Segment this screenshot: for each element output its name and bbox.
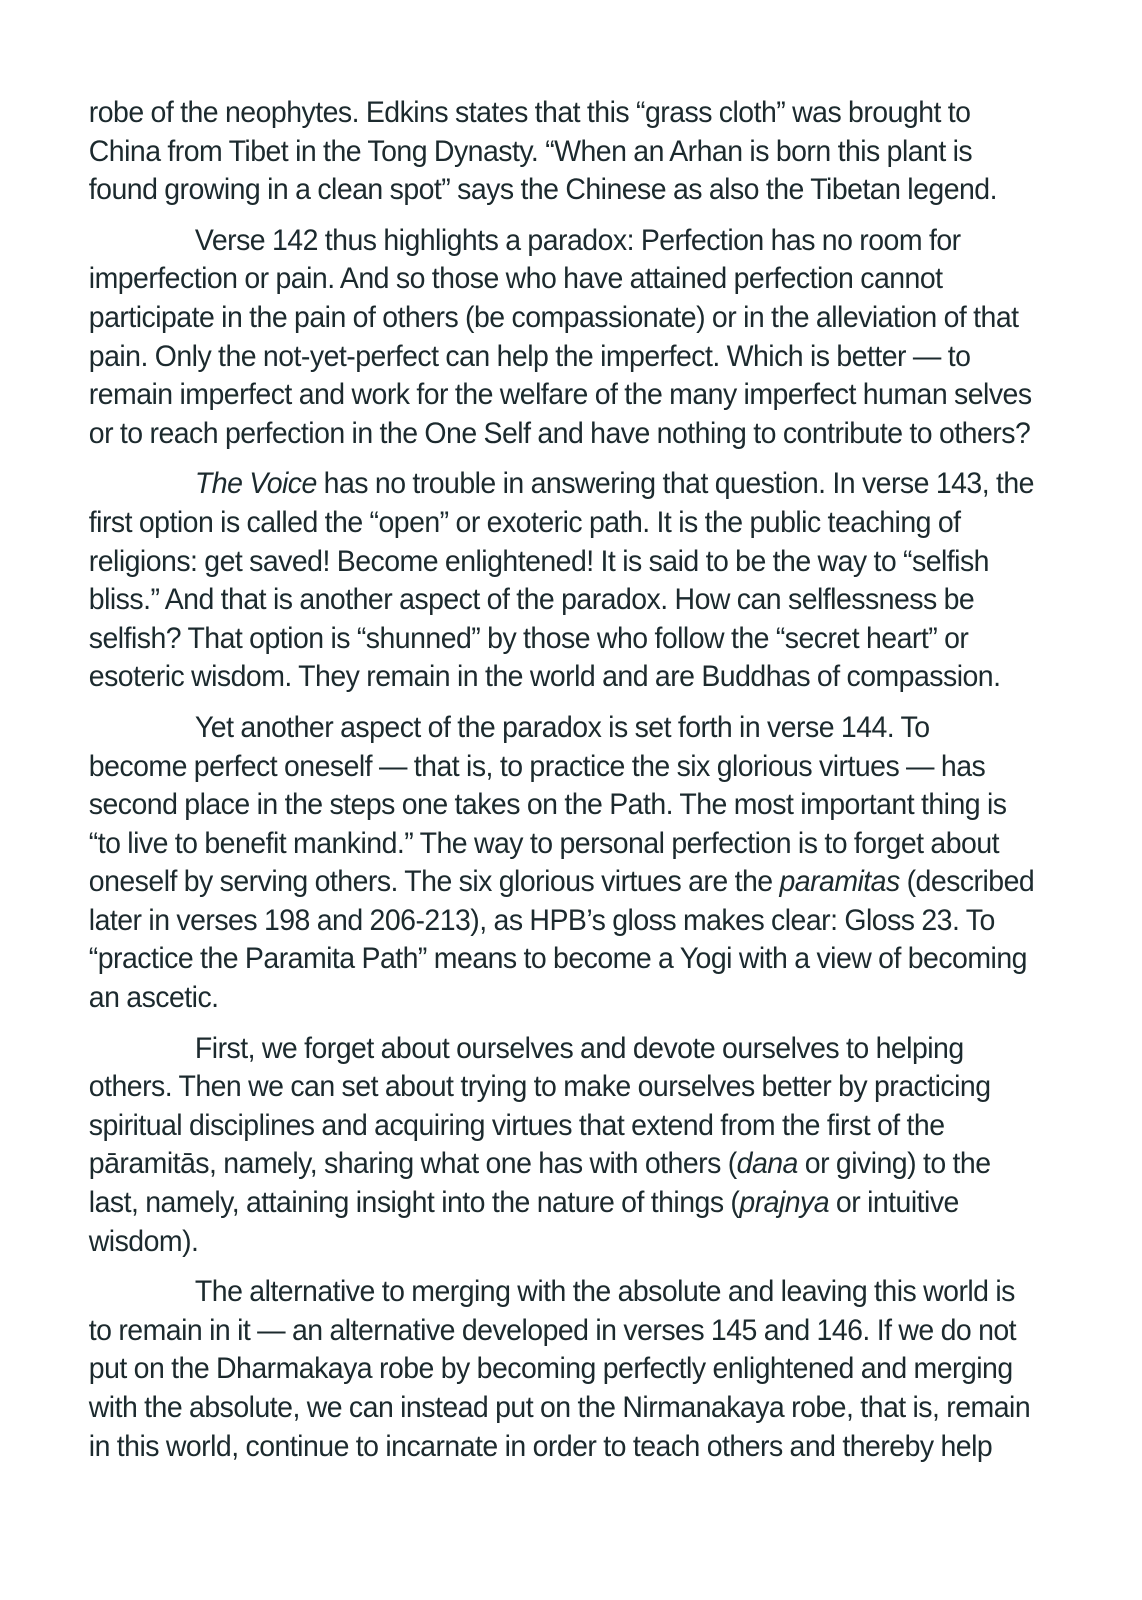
paragraph-3 [89,465,1035,697]
paragraph-4 [89,709,1035,1018]
italic-run: prajnya [739,1186,830,1220]
italic-run: The Voice [194,467,317,501]
text-run: The alternative to merging with the absolute and leaving this world is to remain in it — an alternative developed in verses 145 and 146. If we do not put on the Dharmakaya robe by becoming perfectly enlightened and merging with the absolute, we can instead put on the Nirmanakaya robe, that is, remain in this world, continue to incarnate in order to teach others and thereby help [88,1275,1031,1463]
paragraph-1 [89,94,1035,210]
text-run: or giving) to the last, namely, attaining insight into the nature of things ( [88,1147,991,1220]
text-run: Verse 142 thus highlights a paradox: Perfection has no room for imperfection or pain. And so those who have attained perfection cannot participate in the pain of others (be compassionate) or in the alleviation of that pain. Only the not-yet-perfect can help the imperfect. Which is better — to remain imperfect and work for the welfare of the many imperfect human selves or to reach perfection in the One Self and have nothing to contribute to others? [88,223,1032,450]
paragraph-5 [89,1030,1035,1262]
text-run: (described later in verses 198 and 206-213), as HPB’s gloss makes clear: Gloss 23. To “practice the Paramita Path” means to become a Yogi with a view of becoming an ascetic. [88,865,1035,1015]
text-run: has no trouble in answering that question. In verse 143, the first option is called the “open” or exoteric path. It is the public teaching of religions: get saved! Become enlightened! It is said to be the way to “selfish bliss.” And that is another aspect of the paradox. How can selflessness be selfish? That option is “shunned” by those who follow the “secret heart” or esoteric wisdom. They remain in the world and are Buddhas of compassion. [88,467,1034,694]
text-run: robe of the neophytes. Edkins states that this “grass cloth” was brought to China from Tibet in the Tong Dynasty. “When an Arhan is born this plant is found growing in a clean spot” says the Chinese as also the Tibetan legend. [88,96,997,207]
paragraph-2 [89,222,1035,454]
italic-run: paramitas [779,865,900,899]
italic-run: dana [736,1147,798,1181]
text-run: First, we forget about ourselves and devote ourselves to helping others. Then we can set about trying to make ourselves better by practicing spiritual disciplines and acquiring virtues that extend from the first of the pāramitās, namely, sharing what one has with others ( [88,1031,991,1181]
text-run: Yet another aspect of the paradox is set forth in verse 144. To become perfect oneself — that is, to practice the six glorious virtues — has second place in the steps one takes on the Path. The most important thing is “to live to benefit mankind.” The way to personal perfection is to forget about oneself by serving others. The six glorious virtues are the [88,710,1007,899]
paragraph-6 [89,1273,1035,1466]
text-run: or intuitive wisdom). [88,1186,959,1258]
